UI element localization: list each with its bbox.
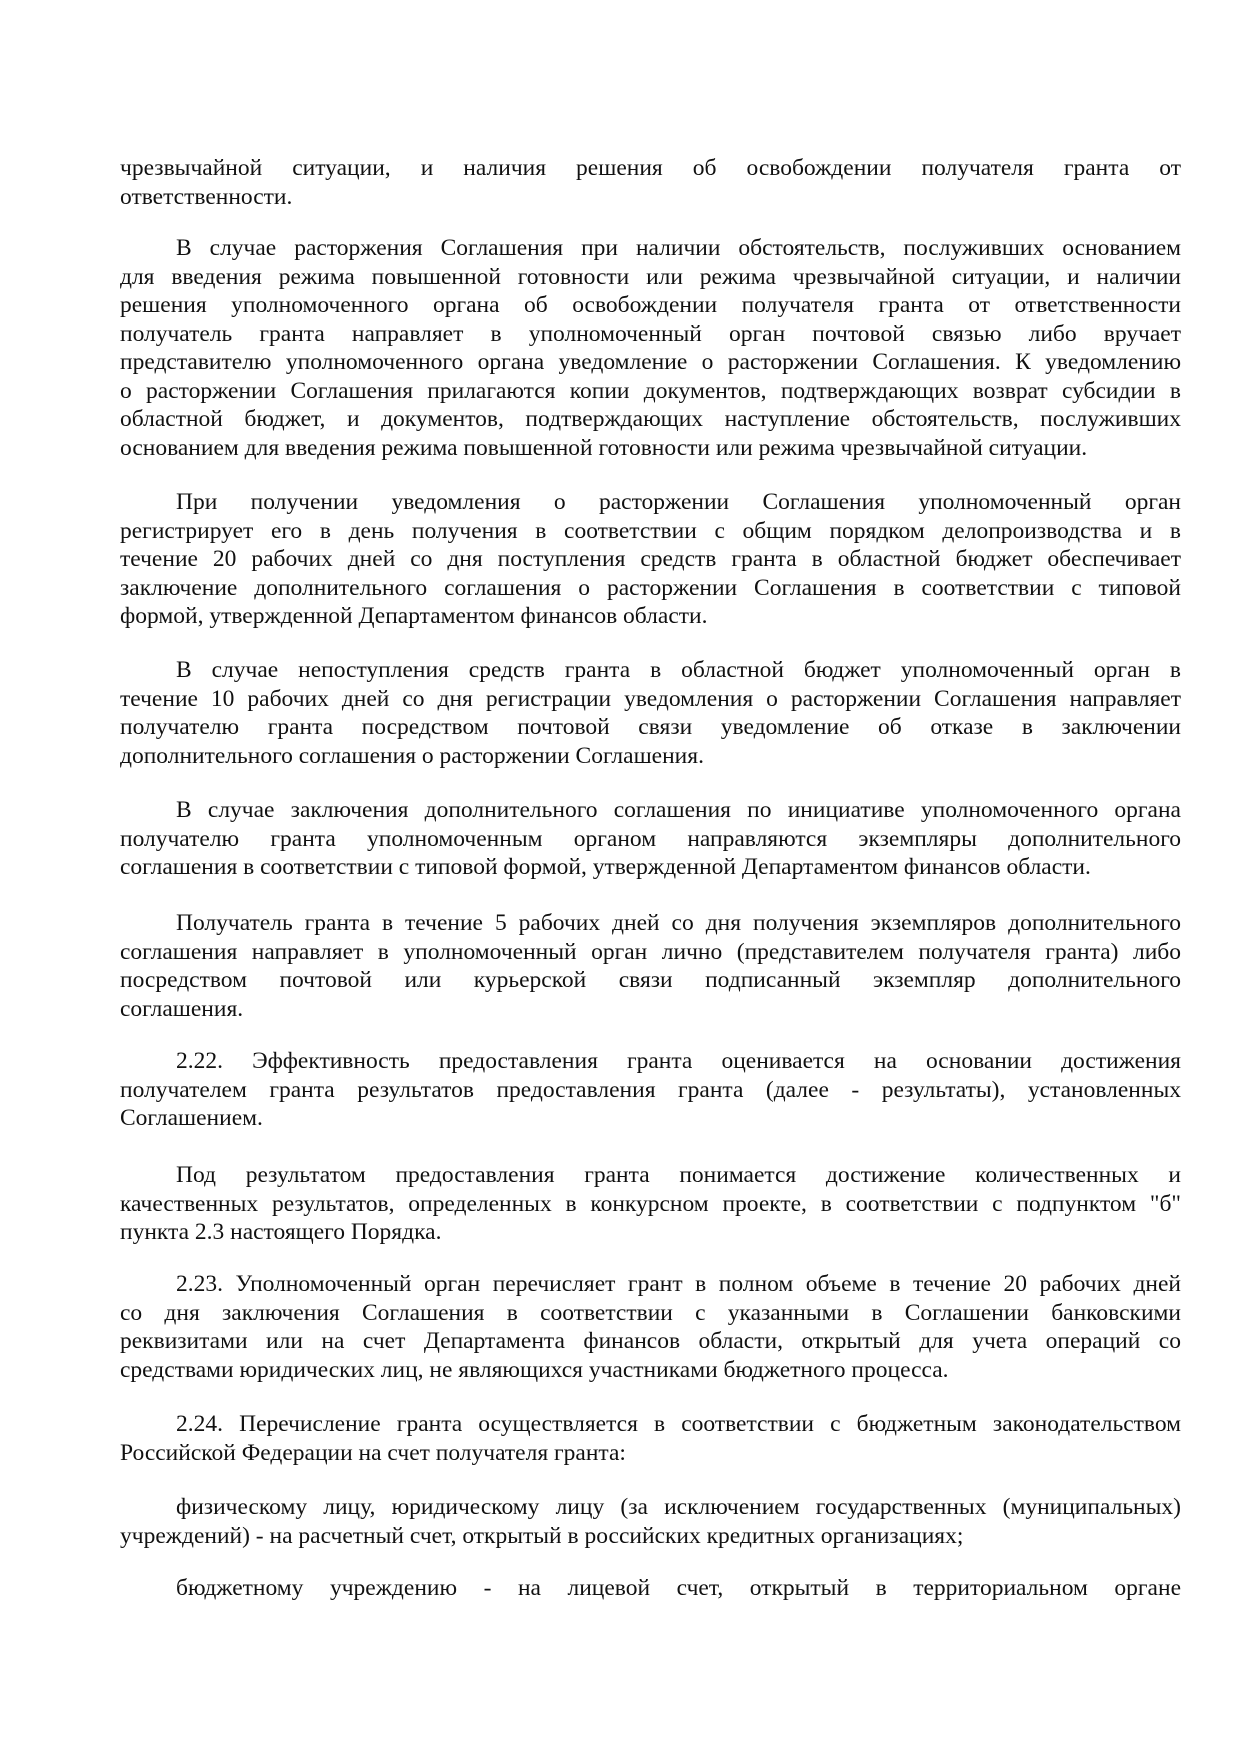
text-line: получателем гранта результатов предоставления гранта (далее - результаты), установленных [120, 1076, 1181, 1103]
paragraph [120, 1493, 1181, 1550]
text-line: дополнительного соглашения о расторжении Соглашения. [120, 742, 704, 769]
text-line: основанием для введения режима повышенной готовности или режима чрезвычайной ситуации. [120, 434, 1088, 461]
text-line: соглашения. [120, 995, 244, 1022]
text-line: 2.22. Эффективность предоставления гранта оценивается на основании достижения [176, 1048, 1181, 1074]
text-line: посредством почтовой или курьерской связи подписанный экземпляр дополнительного [120, 967, 1181, 993]
text-line: получателю гранта уполномоченным органом направляются экземпляры дополнительного [120, 825, 1181, 852]
text-line: В случае расторжения Соглашения при наличии обстоятельств, послуживших основанием [176, 235, 1181, 261]
text-line: бюджетному учреждению - на лицевой счет, открытый в территориальном органе [176, 1575, 1181, 1601]
text-line: качественных результатов, определенных в конкурсном проекте, в соответствии с подпунктом "б" [120, 1190, 1181, 1217]
text-line: формой, утвержденной Департаментом финансов области. [120, 603, 708, 629]
text-line: получатель гранта направляет в уполномоченный орган почтовой связью либо вручает [120, 320, 1181, 347]
paragraph [120, 909, 1181, 1023]
text-line: При получении уведомления о расторжении Соглашения уполномоченный орган [176, 489, 1181, 515]
text-line: Получатель гранта в течение 5 рабочих дней со дня получения экземпляров дополнительного [176, 910, 1181, 936]
text-line: заключение дополнительного соглашения о расторжении Соглашения в соответствии с типовой [120, 574, 1181, 601]
text-line: 2.23. Уполномоченный орган перечисляет грант в полном объеме в течение 20 рабочих дней [176, 1271, 1181, 1297]
paragraph [120, 1410, 1181, 1467]
text-line: течение 10 рабочих дней со дня регистрации уведомления о расторжении Соглашения направляет [120, 685, 1181, 712]
text-line: В случае непоступления средств гранта в областной бюджет уполномоченный орган в [176, 657, 1181, 683]
text-line: со дня заключения Соглашения в соответствии с указанными в Соглашении банковскими [120, 1299, 1181, 1326]
text-line: о расторжении Соглашения прилагаются копии документов, подтверждающих возврат субсидии в [120, 377, 1181, 404]
text-line: реквизитами или на счет Департамента финансов области, открытый для учета операций со [120, 1328, 1181, 1354]
text-line: Соглашением. [120, 1105, 263, 1131]
text-line: В случае заключения дополнительного соглашения по инициативе уполномоченного органа [176, 797, 1181, 823]
paragraph [120, 154, 1181, 211]
paragraph [120, 1270, 1181, 1384]
paragraph [120, 796, 1181, 882]
paragraph [120, 1161, 1181, 1247]
text-line: представителю уполномоченного органа уведомление о расторжении Соглашения. К уведомлению [120, 349, 1181, 375]
text-line: средствами юридических лиц, не являющихся участниками бюджетного процесса. [120, 1356, 949, 1383]
text-line: 2.24. Перечисление гранта осуществляется в соответствии с бюджетным законодательством [176, 1411, 1181, 1437]
paragraph [120, 1574, 1181, 1603]
paragraph [120, 234, 1181, 462]
paragraph [120, 1047, 1181, 1133]
text-line: получателю гранта посредством почтовой связи уведомление об отказе в заключении [120, 714, 1181, 740]
text-line: физическому лицу, юридическому лицу (за исключением государственных (муниципальных) [176, 1494, 1181, 1520]
text-line: соглашения направляет в уполномоченный орган лично (представителем получателя гранта) либо [120, 938, 1181, 965]
text-line: для введения режима повышенной готовности или режима чрезвычайной ситуации, и наличии [120, 263, 1181, 290]
paragraph [120, 488, 1181, 631]
text-line: областной бюджет, и документов, подтверждающих наступление обстоятельств, послуживших [120, 406, 1181, 432]
text-line: чрезвычайной ситуации, и наличия решения об освобождении получателя гранта от [120, 155, 1181, 181]
text-line: соглашения в соответствии с типовой формой, утвержденной Департаментом финансов области. [120, 854, 1091, 880]
text-line: регистрирует его в день получения в соответствии с общим порядком делопроизводства и в [120, 517, 1181, 544]
text-line: решения уполномоченного органа об освобождении получателя гранта от ответственности [120, 292, 1181, 318]
text-line: ответственности. [120, 183, 293, 210]
text-line: пункта 2.3 настоящего Порядка. [120, 1219, 442, 1245]
text-line: течение 20 рабочих дней со дня поступления средств гранта в областной бюджет обеспечивает [120, 546, 1181, 572]
text-line: учреждений) - на расчетный счет, открытый в российских кредитных организациях; [120, 1522, 964, 1549]
paragraph [120, 656, 1181, 770]
text-line: Российской Федерации на счет получателя гранта: [120, 1439, 626, 1466]
text-line: Под результатом предоставления гранта понимается достижение количественных и [176, 1162, 1181, 1188]
